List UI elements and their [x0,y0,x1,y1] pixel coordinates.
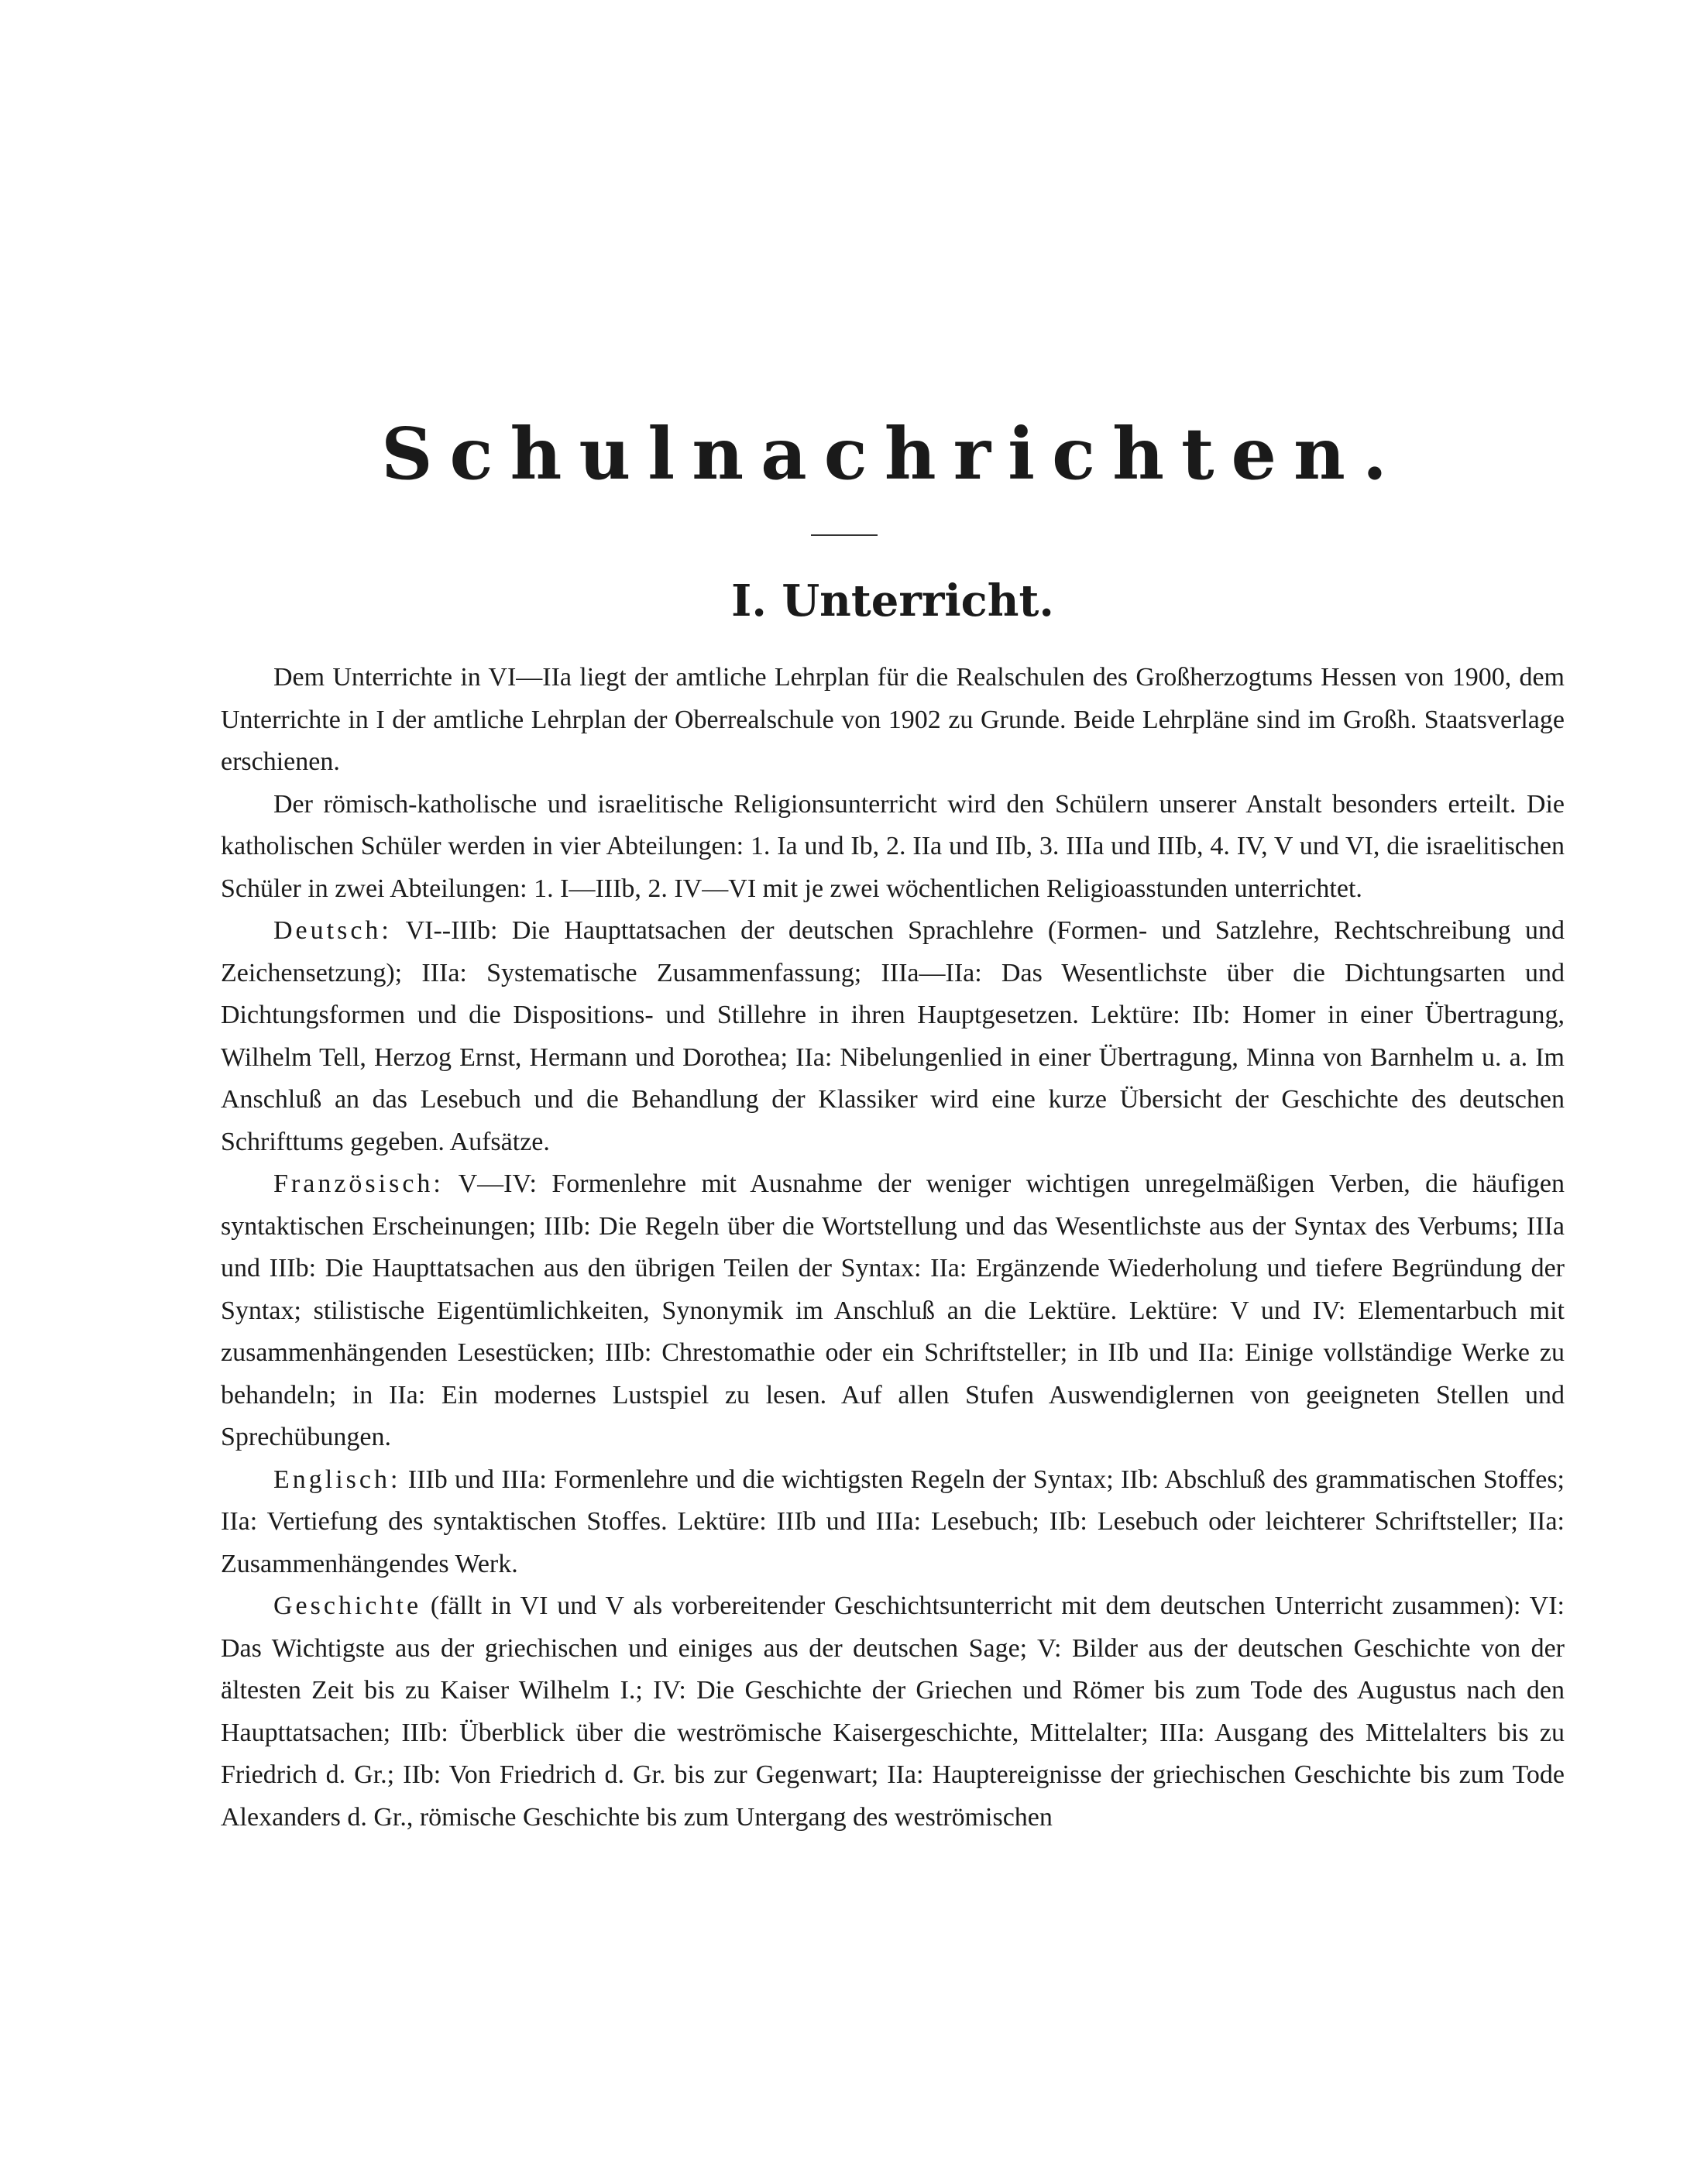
subject-lead: Geschichte [273,1592,422,1620]
section-heading: I. Unterricht. [731,575,1054,627]
paragraph-text: Der römisch-katholische und israelitische Religionsunterricht wird den Schülern unserer Anstalt besonders erteilt. Die katholischen Schüler werden in vier Abteilungen: 1. Ia und Ib, 2. IIa und IIb, 3. IIIa und IIIb, 4. IV, V und VI, die israelitischen Schüler in zwei Abteilungen: 1. I—IIIb, 2. IV—VI mit je zwei wöchentlichen Religioasstunden unterrichtet. [221,789,1565,903]
paragraph-englisch [221,1459,1565,1586]
paragraph-lehrplan [221,657,1565,784]
paragraph-geschichte [221,1585,1565,1839]
subject-lead: Französisch: [273,1169,444,1198]
document-page [221,0,1565,2184]
paragraph-text: (fällt in VI und V als vorbereitender Geschichtsunterricht mit dem deutschen Unterricht zusammen): VI: Das Wichtigste aus der griechischen und einiges aus der deutschen Sage; V: Bilder aus der deutschen Geschichte von der ältesten Zeit bis zu Kaiser Wilhelm I.; IV: Die Geschichte der Griechen und Römer bis zum Tode des Augustus nach den Haupttatsachen; IIIb: Überblick über die weströmische Kaisergeschichte, Mittelalter; IIIa: Ausgang des Mittelalters bis zu Friedrich d. Gr.; IIb: Von Friedrich d. Gr. bis zur Gegenwart; IIa: Hauptereignisse der griechischen Geschichte bis zum Tode Alexanders d. Gr., römische Geschichte bis zum Untergang des weströmischen [221,1592,1565,1832]
paragraph-religion [221,784,1565,911]
paragraph-deutsch [221,910,1565,1163]
subject-lead: Englisch: [273,1465,401,1494]
paragraph-text: VI--IIIb: Die Haupttatsachen der deutschen Sprachlehre (Formen- und Satzlehre, Rechtschreibung und Zeichensetzung); IIIa: Systematische Zusammenfassung; IIIa—IIa: Das Wesentlichste über die Dichtungsarten und Dichtungsformen und die Dispositions- und Stillehre in ihren Hauptgesetzen. Lektüre: IIb: Homer in einer Übertragung, Wilhelm Tell, Herzog Ernst, Hermann und Dorothea; IIa: Nibelungenlied in einer Übertragung, Minna von Barnhelm u. a. Im Anschluß an das Lesebuch und die Behandlung der Klassiker wird eine kurze Übersicht der Geschichte des deutschen Schrifttums gegeben. Aufsätze. [221,916,1565,1156]
paragraph-text: IIIb und IIIa: Formenlehre und die wichtigsten Regeln der Syntax; IIb: Abschluß des grammatischen Stoffes; IIa: Vertiefung des syntaktischen Stoffes. Lektüre: IIIb und IIIa: Lesebuch; IIb: Lesebuch oder leichterer Schriftsteller; IIa: Zusammenhängendes Werk. [221,1465,1565,1578]
title-divider [811,534,878,536]
body-text [221,657,1565,1839]
subject-lead: Deutsch: [273,916,392,945]
page-title: Schulnachrichten. [381,412,1404,496]
paragraph-franzoesisch [221,1163,1565,1459]
paragraph-text: V—IV: Formenlehre mit Ausnahme der weniger wichtigen unregelmäßigen Verben, die häufigen syntaktischen Erscheinungen; IIIb: Die Regeln über die Wortstellung und das Wesentlichste aus der Syntax des Verbums; IIIa und IIIb: Die Haupttatsachen aus den übrigen Teilen der Syntax: IIa: Ergänzende Wiederholung und tiefere Begründung der Syntax; stilistische Eigentümlichkeiten, Synonymik im Anschluß an die Lektüre. Lektüre: V und IV: Elementarbuch mit zusammenhängenden Lesestücken; IIIb: Chrestomathie oder ein Schriftsteller; in IIb und IIa: Einige vollständige Werke zu behandeln; in IIa: Ein modernes Lustspiel zu lesen. Auf allen Stufen Auswendiglernen von geeigneten Stellen und Sprechübungen. [221,1169,1565,1451]
paragraph-text: Dem Unterrichte in VI—IIa liegt der amtliche Lehrplan für die Realschulen des Großherzogtums Hessen von 1900, dem Unterrichte in I der amtliche Lehrplan der Oberrealschule von 1902 zu Grunde. Beide Lehrpläne sind im Großh. Staatsverlage erschienen. [221,663,1565,776]
